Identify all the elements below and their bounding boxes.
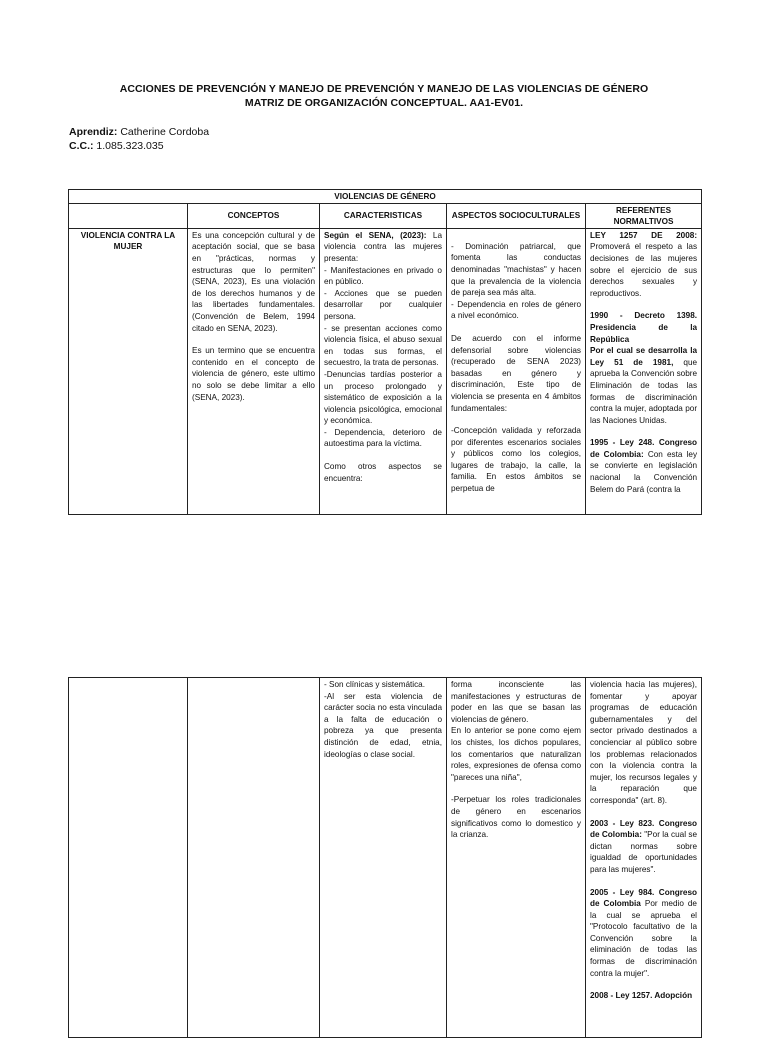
cell-referentes-continuation [586,678,702,1038]
cell-aspectos [447,228,586,514]
caracteristica-item: -Al ser esta violencia de carácter socia no esta vinculada a la falta de educación o pobreza ya que presenta distinción de edad, etnia, ideologías o clase social. [324,691,442,759]
aspecto-item: -Concepción validada y reforzada por diferentes escenarios sociales y públicos como los colegios, lugares de trabajo, la calle, la familia. En estos ámbitos se perpetua de [451,426,581,494]
aspecto-item: De acuerdo con el informe defensorial sobre violencias (recuperado de SENA 2023) basadas en género y discriminación, Este tipo de violencia se presenta en 4 ámbitos fundamentales: [451,333,581,413]
conceptos-paragraph: Es un termino que se encuentra contenido en el concepto de violencia de género, este ultimo no solo se debe limitar a ello (SENA, 2023). [192,346,315,402]
row-label-violencia-mujer: VIOLENCIA CONTRA LA MUJER [69,228,188,514]
matrix-table-page1 [68,189,702,515]
referente-item: violencia hacia las mujeres), fomentar y apoyar programas de educación gubernamentales y del sector privado destinados a concienciar al público sobre los problemas relacionados con la violencia contra la mujer, los recursos legales y la reparación que corresponda" (art. 8). [590,680,697,805]
referente-item: 2005 - Ley 984. Congreso de Colombia Por medio de la cual se aprueba el "Protocolo facultativo de la Convención sobre la eliminación de todas las formas de discriminación contra la mujer". [590,887,697,978]
column-header-aspectos: ASPECTOS SOCIOCULTURALES [447,203,586,228]
aspecto-item: -Perpetuar los roles tradicionales de género en escenarios significativos como lo domestico y la crianza. [451,795,581,840]
aprendiz-label: Aprendiz: [69,126,118,138]
referente-item: LEY 1257 DE 2008: Promoverá el respeto a las decisiones de las mujeres sobre el ejercicio de sus derechos sexuales y reproductivos. [590,230,698,298]
caracteristica-item: - se presentan acciones como violencia física, el abuso sexual en todas sus formas, el secuestro, la trata de personas. [324,323,442,368]
referente-item: 2003 - Ley 823. Congreso de Colombia: "Por la cual se dictan normas sobre igualdad de oportunidades para las mujeres". [590,818,697,874]
cell-caracteristicas [320,228,447,514]
cell-caracteristicas-continuation [320,678,447,1038]
column-header-conceptos: CONCEPTOS [188,203,320,228]
conceptos-paragraph: Es una concepción cultural y de aceptación social, que se basa en "prácticas, normas y estructuras que lo permiten" (SENA, 2023), Es una violación de los derechos humanos y de las libertades fundamentales. (Convención de Belem, 1994 citado en SENA, 2023). [192,230,315,333]
aspecto-item: forma inconsciente las manifestaciones y estructuras de poder en las que se basan las violencias de género. [451,680,581,724]
caracteristica-item: - Dependencia, deterioro de autoestima para la víctima. [324,427,442,449]
caracteristicas-intro: La violencia contra las mujeres presenta: [324,230,442,263]
cc-value: 1.085.323.035 [93,140,164,152]
row-label-continuation [69,678,188,1038]
caracteristica-item: - Son clínicas y sistemática. [324,680,426,689]
caracteristica-item: - Manifestaciones en privado o en público. [324,265,442,287]
column-header-caracteristicas: CARACTERISTICAS [320,203,447,228]
cell-conceptos-continuation [188,678,320,1038]
referente-item: 1990 - Decreto 1398. Presidencia de la República [590,311,698,344]
matrix-table-page2 [68,677,702,1038]
cell-aspectos-continuation [447,678,586,1038]
referente-item: 2008 - Ley 1257. Adopción [590,991,693,1001]
aspecto-item: En lo anterior se pone como ejem los chistes, los dichos populares, los comentarios que naturalizan roles, expresiones de ofensa como "pareces una niña", [451,726,581,782]
referente-item: 1995 - Ley 248. Congreso de Colombia: Con esta ley se convierte en legislación nacional la Convención Belem do Pará (contra la [590,438,698,494]
table-caption: VIOLENCIAS DE GÉNERO [69,190,702,204]
header-empty-cell [69,203,188,228]
cell-conceptos [188,228,320,514]
column-header-referentes: REFERENTES NORMALTIVOS [586,203,702,228]
aprendiz-line [69,126,209,138]
cc-line [69,140,164,152]
caracteristica-item: -Denuncias tardías posterior a un proceso prolongado y sistemático de exposición a la violencia psicológica, emocional y económica. [324,369,442,426]
document-subtitle: MATRIZ DE ORGANIZACIÓN CONCEPTUAL. AA1-EV01. [244,97,524,109]
cell-referentes [586,228,702,514]
aspecto-item: - Dominación patriarcal, que fomenta las conductas denominadas "machistas" y hacen que la prevalencia de la violencia de pareja sea más alta. [451,241,581,298]
caracteristica-item: - Acciones que se pueden desarrollar por cualquier persona. [324,288,442,321]
caracteristicas-source: Según el SENA, (2023): [324,230,427,240]
cc-label: C.C.: [69,140,94,152]
aprendiz-value: Catherine Cordoba [117,126,210,138]
document-title: ACCIONES DE PREVENCIÓN Y MANEJO DE PREVENCIÓN Y MANEJO DE LAS VIOLENCIAS DE GÉNERO [119,83,649,95]
caracteristica-item: Como otros aspectos se encuentra: [324,462,442,483]
referente-item: Por el cual se desarrolla la Ley 51 de 1981, que aprueba la Convención sobre Eliminación de todas las formas de discriminación contra la mujer, adoptada por las Naciones Unidas. [590,346,698,425]
aspecto-item: - Dependencia en roles de género a nivel económico. [451,299,581,321]
